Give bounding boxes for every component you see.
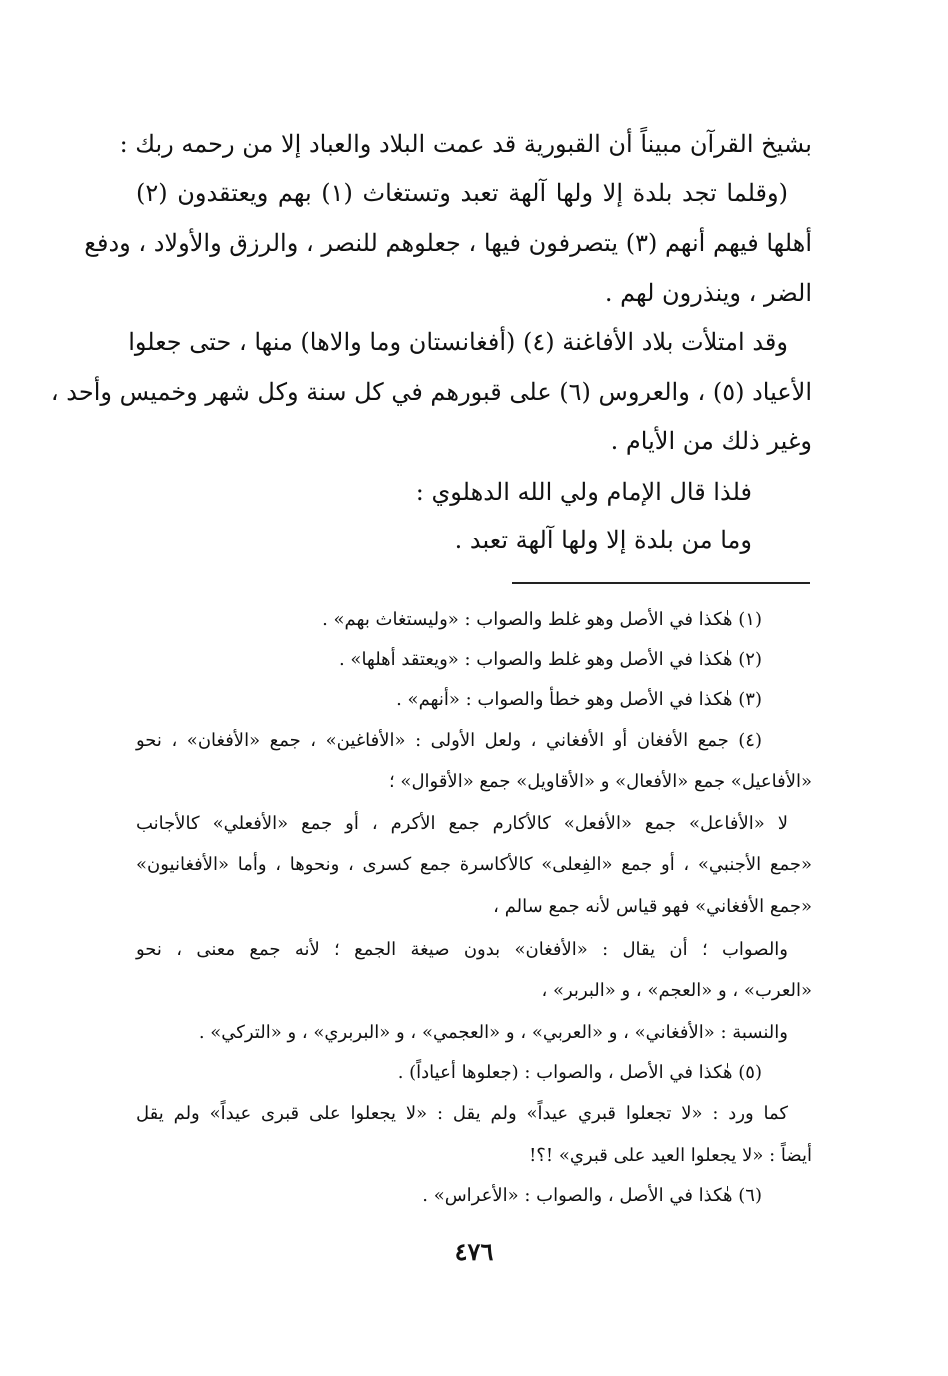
footnote-4-b-line-3: «جمع الأفغاني» فهو قياس لأنه جمع سالم ، (493, 896, 812, 917)
poem-intro-line: فلذا قال الإمام ولي الله الدهلوي : (415, 478, 752, 506)
paragraph-2-line-3: الضر ، وينذرون لهم . (604, 279, 812, 307)
paragraph-3-line-2: الأعياد (٥) ، والعروس (٦) على قبورهم في كل سنة وكل شهر وخميس وأحد ، (50, 378, 812, 406)
footnote-4-c-line-1: والصواب ؛ أن يقال : «الأفغان» بدون صيغة الجمع ؛ لأنه جمع معنى ، نحو (136, 939, 788, 960)
footnote-4-d: والنسبة : «الأفغاني» ، و «العربي» ، و «العجمي» ، و «البربري» ، و «التركي» . (198, 1022, 788, 1043)
page-number: ٤٧٦ (454, 1237, 494, 1266)
footnote-4-line-2: «الأفاعيل» جمع «الأفعال» و «الأقاويل» جمع «الأقوال» ؛ (388, 771, 812, 792)
footnote-1: (١) هٰكذا في الأصل وهو غلط والصواب : «وليستغاث بهم» . (322, 609, 762, 630)
poem-verse-line: وما من بلدة إلا ولها آلهة تعبد . (454, 526, 752, 554)
footnote-4-b-line-2: «جمع الأجنبي» ، أو جمع «الفِعلى» كالأكاسرة جمع كسرى ، ونحوها ، وأما «الأفغانيون» (136, 854, 812, 875)
footnote-4-b-line-1: لا «الأفاعل» جمع «الأفعل» كالأكارم جمع الأكرم ، أو جمع «الأفعلي» كالأجانب (136, 813, 788, 834)
footnote-5: (٥) هٰكذا في الأصل ، والصواب : (جعلوها أعياداً) . (397, 1062, 762, 1083)
paragraph-3-line-1: وقد امتلأت بلاد الأفاغنة (٤) (أفغانستان وما والاها) منها ، حتى جعلوا (128, 328, 788, 356)
paragraph-1-line-1: بشيخ القرآن مبيناً أن القبورية قد عمت البلاد والعباد إلا من رحمه ربك : (119, 130, 812, 158)
paragraph-3-line-3: وغير ذلك من الأيام . (610, 427, 812, 455)
footnote-2: (٢) هٰكذا في الأصل وهو غلط والصواب : «ويعتقد أهلها» . (338, 649, 762, 670)
footnote-divider (512, 582, 810, 584)
footnote-4-c-line-2: «العرب» ، و «العجم» ، و «البربر» ، (541, 980, 812, 1001)
footnote-5-b-line-2: أيضاً : «لا يجعلوا العيد على قبري» !؟! (529, 1145, 812, 1166)
footnote-3: (٣) هٰكذا في الأصل وهو خطأ والصواب : «أنهم» . (396, 689, 762, 710)
footnote-5-b-line-1: كما ورد : «لا تجعلوا قبري عيداً» ولم يقل : «لا يجعلوا على قبرى عيداً» ولم يقل (136, 1103, 788, 1124)
paragraph-2-line-1: (وقلما تجد بلدة إلا ولها آلهة تعبد وتستغاث (١) بهم ويعتقدون (٢) (136, 179, 788, 207)
footnote-4-line-1: (٤) جمع الأفغان أو الأفغاني ، ولعل الأولى : «الأفاغين» ، جمع «الأفغان» ، نحو (136, 730, 762, 751)
paragraph-2-line-2: أهلها فيهم أنهم (٣) يتصرفون فيها ، جعلوهم للنصر ، والرزق والأولاد ، ودفع (84, 229, 812, 257)
footnote-6: (٦) هٰكذا في الأصل ، والصواب : «الأعراس» . (422, 1185, 762, 1206)
